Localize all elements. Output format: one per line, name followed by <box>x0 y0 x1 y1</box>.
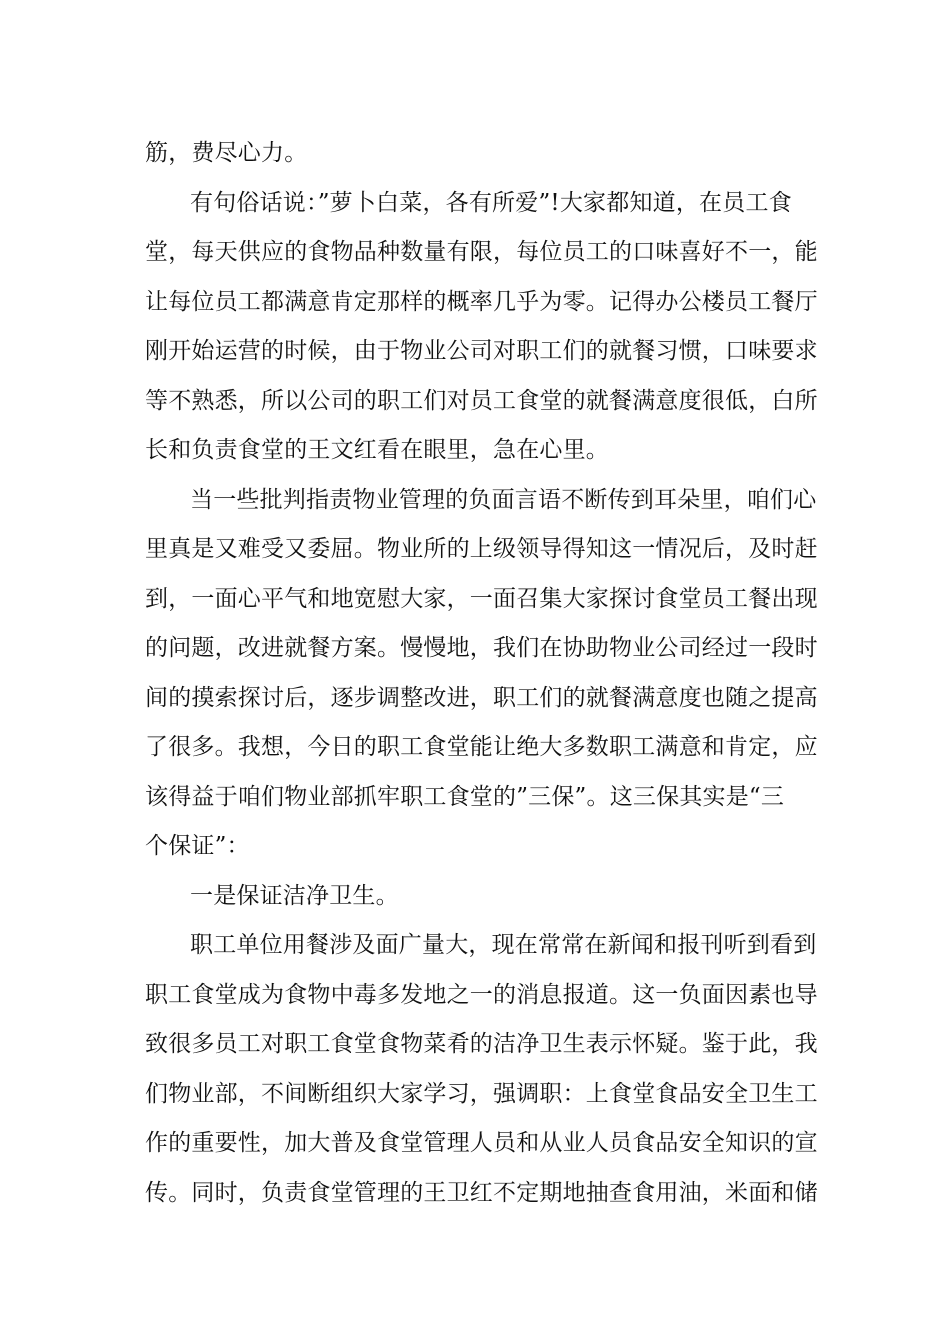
text-line: 长和负责食堂的王文红看在眼里，急在心里。 <box>145 437 609 463</box>
text-line: 该得益于咱们物业部抓牢职工食堂的”三保”。这三保其实是“三 <box>145 784 785 810</box>
text-line: 筋，费尽心力。 <box>145 140 308 166</box>
text-line: 传。同时，负责食堂管理的王卫红不定期地抽查食用油，米面和储 <box>145 1180 818 1206</box>
text-line: 间的摸索探讨后，逐步调整改进，职工们的就餐满意度也随之提高 <box>145 685 818 711</box>
text-line: 致很多员工对职工食堂食物菜肴的洁净卫生表示怀疑。鉴于此，我 <box>145 1031 818 1057</box>
text-line: 职工食堂成为食物中毒多发地之一的消息报道。这一负面因素也导 <box>145 982 818 1008</box>
text-line: 堂，每天供应的食物品种数量有限，每位员工的口味喜好不一，能 <box>145 239 818 265</box>
text-line: 的问题，改进就餐方案。慢慢地，我们在协助物业公司经过一段时 <box>145 635 818 661</box>
text-line: 们物业部，不间断组织大家学习，强调职：上食堂食品安全卫生工 <box>145 1081 818 1107</box>
paragraph-first-line: 职工单位用餐涉及面广量大，现在常常在新闻和报刊听到看到 <box>190 932 817 958</box>
text-line: 了很多。我想，今日的职工食堂能让绝大多数职工满意和肯定，应 <box>145 734 818 760</box>
paragraph-first-line: 有句俗话说：”萝卜白菜，各有所爱”!大家都知道，在员工食 <box>190 190 792 216</box>
text-line: 个保证”： <box>145 833 250 859</box>
text-line: 等不熟悉，所以公司的职工们对员工食堂的就餐满意度很低，白所 <box>145 388 818 414</box>
text-line: 里真是又难受又委屈。物业所的上级领导得知这一情况后，及时赶 <box>145 536 818 562</box>
paragraph-first-line: 当一些批判指责物业管理的负面言语不断传到耳朵里，咱们心 <box>190 487 817 513</box>
section-heading: 一是保证洁净卫生。 <box>190 883 399 909</box>
text-line: 让每位员工都满意肯定那样的概率几乎为零。记得办公楼员工餐厅 <box>145 289 818 315</box>
text-line: 作的重要性，加大普及食堂管理人员和从业人员食品安全知识的宣 <box>145 1130 818 1156</box>
text-line: 到，一面心平气和地宽慰大家，一面召集大家探讨食堂员工餐出现 <box>145 586 818 612</box>
text-line: 刚开始运营的时候，由于物业公司对职工们的就餐习惯，口味要求 <box>145 338 818 364</box>
